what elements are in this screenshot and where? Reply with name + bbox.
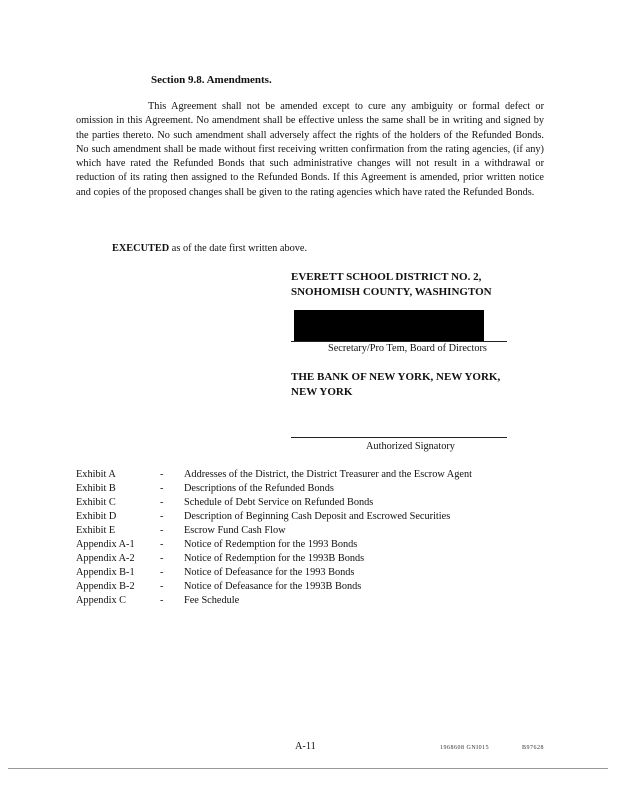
exhibit-separator: - (160, 511, 164, 522)
exhibit-label: Exhibit C (76, 497, 116, 508)
bank-signatory-title: Authorized Signatory (366, 441, 455, 452)
district-name (291, 270, 492, 300)
exhibit-separator: - (160, 553, 164, 564)
exhibit-description: Schedule of Debt Service on Refunded Bonds (184, 497, 374, 508)
exhibit-separator: - (160, 539, 164, 550)
district-signatory-title: Secretary/Pro Tem, Board of Directors (328, 343, 487, 354)
exhibit-label: Exhibit B (76, 483, 116, 494)
exhibit-separator: - (160, 567, 164, 578)
section-heading: Section 9.8. Amendments. (151, 74, 272, 86)
bank-name (291, 370, 500, 400)
exhibit-description: Addresses of the District, the District Treasurer and the Escrow Agent (184, 469, 472, 480)
exhibit-label: Appendix B-2 (76, 581, 135, 592)
district-name-line2: SNOHOMISH COUNTY, WASHINGTON (291, 286, 492, 298)
exhibit-label: Exhibit A (76, 469, 116, 480)
exhibit-label: Appendix A-2 (76, 553, 135, 564)
exhibit-separator: - (160, 525, 164, 536)
document-version: B97628 (522, 745, 545, 751)
executed-label: EXECUTED (112, 243, 170, 254)
exhibit-description: Notice of Defeasance for the 1993 Bonds (184, 567, 355, 578)
bank-signature-line (291, 437, 507, 438)
exhibit-description: Notice of Redemption for the 1993B Bonds (184, 553, 365, 564)
district-signature-line (291, 341, 507, 342)
exhibit-description: Description of Beginning Cash Deposit and Escrowed Securities (184, 511, 451, 522)
exhibit-label: Exhibit D (76, 511, 117, 522)
exhibit-label: Appendix A-1 (76, 539, 135, 550)
document-code: 1968608 GNI015 (440, 745, 490, 751)
exhibit-description: Fee Schedule (184, 595, 240, 606)
page-number: A-11 (295, 741, 316, 752)
bottom-rule (8, 768, 608, 769)
exhibit-description: Escrow Fund Cash Flow (184, 525, 286, 536)
bank-name-line1: THE BANK OF NEW YORK, NEW YORK, (291, 371, 501, 383)
exhibit-separator: - (160, 483, 164, 494)
bank-name-line2: NEW YORK (291, 386, 353, 398)
exhibit-label: Appendix C (76, 595, 127, 606)
amendment-paragraph-text: This Agreement shall not be amended except to cure any ambiguity or formal defect or omission in this Agreement. No amendment shall be effective unless the same shall be in writing and signed by the parties thereto. No such amendment shall adversely affect the rights of the holders of the Refunded Bonds. No such amendment shall be made without first receiving written confirmation from the rating agencies, (if any) which have rated the Refunded Bonds that such administrative changes will not result in a withdrawal or reduction of its rating then assigned to the Refunded Bonds. If this Agreement is amended, prior written notice and copies of the proposed changes shall be given to the rating agencies which have rated the Refunded Bonds. (76, 101, 544, 198)
exhibit-separator: - (160, 469, 164, 480)
exhibit-separator: - (160, 581, 164, 592)
exhibit-description: Descriptions of the Refunded Bonds (184, 483, 334, 494)
redacted-signature (294, 310, 484, 342)
executed-line (112, 243, 307, 254)
executed-text: as of the date first written above. (169, 243, 308, 254)
exhibit-label: Appendix B-1 (76, 567, 135, 578)
exhibit-description: Notice of Defeasance for the 1993B Bonds (184, 581, 362, 592)
exhibit-description: Notice of Redemption for the 1993 Bonds (184, 539, 358, 550)
district-name-line1: EVERETT SCHOOL DISTRICT NO. 2, (291, 271, 482, 283)
exhibit-label: Exhibit E (76, 525, 116, 536)
amendment-paragraph (76, 100, 544, 200)
exhibit-separator: - (160, 595, 164, 606)
exhibit-separator: - (160, 497, 164, 508)
